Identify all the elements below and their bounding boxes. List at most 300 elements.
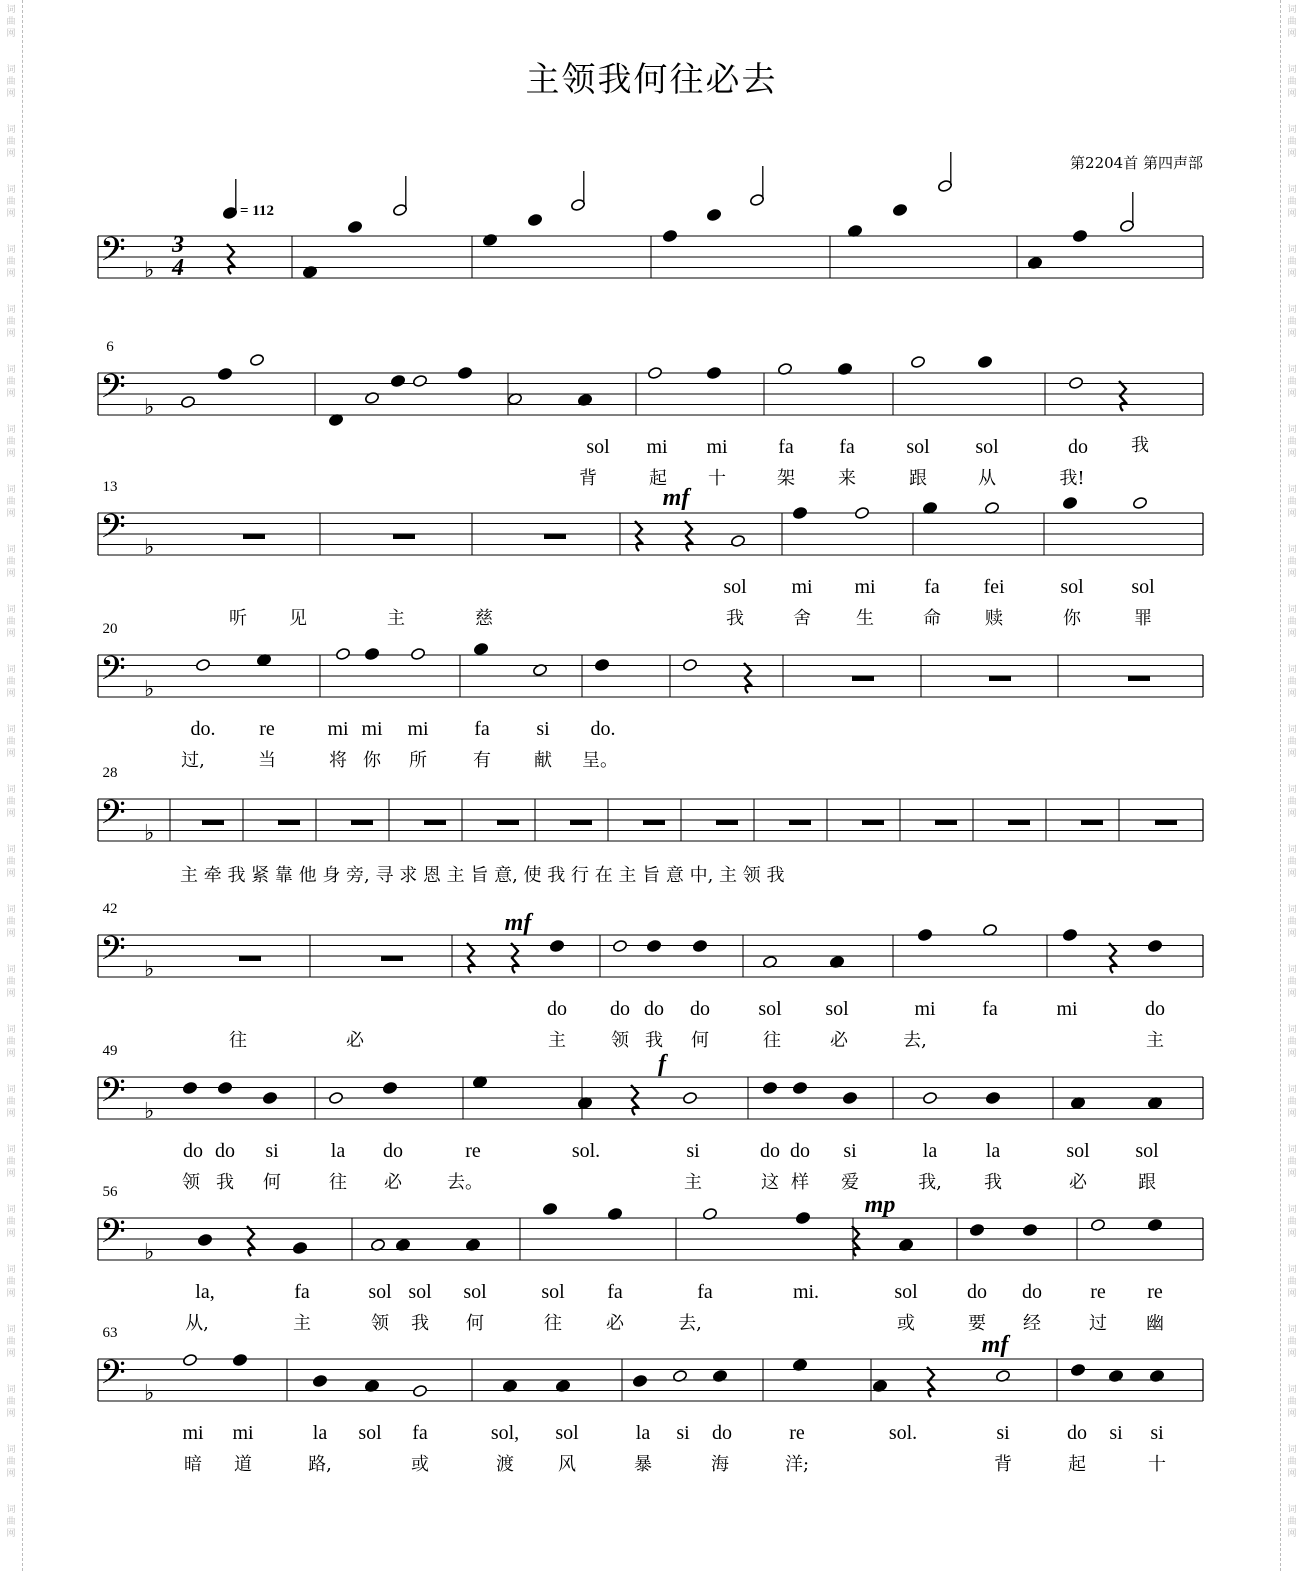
watermark-char: 曲	[1287, 1517, 1297, 1527]
lyric-syllable: 领	[611, 1030, 629, 1051]
solfege-syllable: si	[1150, 1422, 1164, 1444]
flat-icon: ♭	[144, 821, 155, 846]
solfege-syllable: re	[465, 1140, 481, 1162]
solfege-syllable: sol	[408, 1281, 432, 1303]
watermark-char: 曲	[6, 1217, 16, 1227]
lyric-syllable: 从	[978, 468, 996, 489]
watermark-char: 曲	[6, 737, 16, 747]
note-head	[382, 1081, 397, 1094]
lyric-syllable: 我	[1131, 435, 1149, 456]
note-head	[646, 939, 661, 952]
solfege-syllable: sol.	[888, 1422, 918, 1444]
solfege-syllable: si	[265, 1140, 279, 1162]
note-head	[1132, 496, 1147, 509]
note-head	[607, 1207, 622, 1220]
note-head	[249, 353, 264, 366]
watermark-char: 曲	[6, 617, 16, 627]
watermark-char: 网	[1287, 869, 1297, 879]
note-head	[412, 374, 427, 387]
watermark-char: 曲	[6, 377, 16, 387]
solfege-syllable: do	[610, 998, 630, 1020]
watermark-char: 词	[1287, 365, 1297, 375]
lyric-syllable: 何	[263, 1172, 281, 1193]
watermark-char: 网	[6, 209, 16, 219]
lyric-syllable: 背	[994, 1454, 1012, 1475]
note-head	[312, 1374, 327, 1387]
lyric-syllable: 所	[409, 750, 427, 771]
lyric-syllable: 经	[1023, 1313, 1041, 1334]
lyric-syllable: 或	[897, 1313, 915, 1334]
solfege-syllable: sol.	[571, 1140, 601, 1162]
lyric-syllable: 十	[1148, 1454, 1166, 1475]
watermark-char: 词	[6, 1085, 16, 1095]
solfege-syllable: do	[1145, 998, 1165, 1020]
lyric-syllable: 从,	[185, 1313, 209, 1334]
watermark-char: 词	[6, 485, 16, 495]
watermark-char: 曲	[6, 497, 16, 507]
quarter-rest-icon	[744, 663, 752, 693]
watermark-char: 词	[1287, 125, 1297, 135]
note-head	[542, 1202, 557, 1215]
solfege-syllable: si	[1109, 1422, 1123, 1444]
lyric-syllable: 必	[1069, 1172, 1087, 1193]
note-head	[1090, 1218, 1105, 1231]
note-head	[364, 391, 379, 404]
lyric-syllable: 跟	[909, 468, 927, 489]
solfege-syllable: mi	[232, 1422, 254, 1444]
lyric-syllable: 命	[923, 608, 941, 629]
watermark-char: 网	[6, 1409, 16, 1419]
note-head	[473, 642, 488, 655]
lyric-syllable: 我	[645, 1030, 663, 1051]
watermark-char: 词	[6, 545, 16, 555]
lyric-syllable: 主	[293, 1313, 311, 1334]
solfege-syllable: la	[330, 1140, 346, 1162]
lyric-syllable: 风	[558, 1454, 576, 1475]
measure-number: 6	[106, 339, 114, 355]
note-head	[1149, 1369, 1164, 1382]
half-rest-icon	[278, 820, 300, 825]
solfege-syllable: do	[183, 1140, 203, 1162]
lyric-syllable: 主	[548, 1030, 566, 1051]
note-head	[390, 374, 405, 387]
half-rest-icon	[862, 820, 884, 825]
lyric-syllable: 海	[711, 1454, 729, 1475]
solfege-syllable: fa	[982, 998, 998, 1020]
lyric-syllable: 暴	[634, 1454, 652, 1475]
lyric-line: 主 牵 我 紧 靠 他 身 旁, 寻 求 恩 主 旨 意, 使 我 行 在 主 旨 意 中, 主 领 我	[180, 865, 785, 886]
watermark-char: 曲	[1287, 257, 1297, 267]
watermark-char: 词	[1287, 1145, 1297, 1155]
watermark-char: 曲	[1287, 1397, 1297, 1407]
watermark-char: 网	[6, 569, 16, 579]
note-head	[482, 233, 497, 246]
solfege-syllable: fei	[983, 576, 1005, 598]
lyric-syllable: 罪	[1134, 608, 1152, 629]
page-title: 主领我何往必去	[525, 60, 778, 100]
solfege-syllable: mi	[327, 718, 349, 740]
watermark-char: 词	[1287, 1085, 1297, 1095]
lyric-syllable: 主	[684, 1172, 702, 1193]
watermark-char: 网	[1287, 89, 1297, 99]
solfege-syllable: fa	[294, 1281, 310, 1303]
watermark-char: 曲	[1287, 1457, 1297, 1467]
lyric-syllable: 我	[984, 1172, 1002, 1193]
lyric-syllable: 爱	[841, 1172, 859, 1193]
solfege-syllable: re	[1147, 1281, 1163, 1303]
watermark-char: 词	[6, 5, 16, 15]
note-head	[182, 1353, 197, 1366]
solfege-syllable: do	[383, 1140, 403, 1162]
watermark-char: 曲	[1287, 737, 1297, 747]
lyric-syllable: 主	[387, 608, 405, 629]
watermark-char: 词	[1287, 1205, 1297, 1215]
watermark-char: 词	[1287, 785, 1297, 795]
note-head	[792, 506, 807, 519]
watermark-char: 词	[1287, 5, 1297, 15]
measure-number: 56	[102, 1184, 118, 1200]
quarter-rest-icon	[685, 521, 693, 551]
watermark-char: 词	[6, 1325, 16, 1335]
lyric-syllable: 来	[838, 468, 856, 489]
watermark-char: 曲	[1287, 437, 1297, 447]
solfege-syllable: sol	[906, 436, 930, 458]
bass-clef-icon: 𝄢	[100, 650, 126, 696]
watermark-char: 词	[1287, 185, 1297, 195]
solfege-syllable: re	[259, 718, 275, 740]
watermark-char: 网	[6, 1349, 16, 1359]
watermark-char: 曲	[1287, 1157, 1297, 1167]
lyric-syllable: 我!	[1059, 468, 1085, 489]
note-head	[1062, 928, 1077, 941]
watermark-char: 网	[6, 869, 16, 879]
note-head	[217, 1081, 232, 1094]
quarter-rest-icon	[635, 521, 643, 551]
watermark-char: 网	[1287, 389, 1297, 399]
solfege-syllable: si	[843, 1140, 857, 1162]
lyric-syllable: 领	[371, 1313, 389, 1334]
lyric-syllable: 生	[856, 608, 874, 629]
watermark-char: 网	[6, 509, 16, 519]
watermark-char: 词	[6, 845, 16, 855]
note-head	[195, 658, 210, 671]
watermark-char: 曲	[6, 257, 16, 267]
note-head	[682, 658, 697, 671]
watermark-char: 曲	[6, 797, 16, 807]
lyric-syllable: 舍	[793, 608, 811, 629]
watermark-char: 曲	[1287, 1277, 1297, 1287]
lyric-syllable: 呈。	[582, 750, 618, 771]
half-rest-icon	[239, 956, 261, 961]
quarter-rest-icon	[227, 244, 235, 274]
time-signature-bottom: 4	[172, 255, 184, 281]
solfege-syllable: mi	[1056, 998, 1078, 1020]
solfege-syllable: do	[690, 998, 710, 1020]
note-head	[549, 939, 564, 952]
watermark-char: 网	[1287, 509, 1297, 519]
solfege-syllable: si	[996, 1422, 1010, 1444]
half-rest-icon	[789, 820, 811, 825]
watermark-char: 曲	[1287, 197, 1297, 207]
watermark-char: 曲	[6, 857, 16, 867]
dynamic-marking: mf	[981, 1332, 1009, 1358]
note-head	[762, 1081, 777, 1094]
note-head	[995, 1369, 1010, 1382]
watermark-char: 词	[6, 1145, 16, 1155]
half-rest-icon	[989, 676, 1011, 681]
watermark-char: 网	[1287, 1049, 1297, 1059]
note-head	[262, 1091, 277, 1104]
dynamic-marking: mf	[662, 485, 690, 511]
watermark-char: 网	[6, 1229, 16, 1239]
watermark-char: 词	[6, 965, 16, 975]
lyric-syllable: 主	[1146, 1030, 1164, 1051]
lyric-syllable: 跟	[1138, 1172, 1156, 1193]
lyric-syllable: 往	[229, 1030, 247, 1051]
watermark-char: 词	[6, 1265, 16, 1275]
lyric-syllable: 何	[466, 1313, 484, 1334]
solfege-syllable: fa	[924, 576, 940, 598]
watermark-char: 词	[1287, 1265, 1297, 1275]
lyric-syllable: 我	[216, 1172, 234, 1193]
note-head	[985, 1091, 1000, 1104]
solfege-syllable: do	[760, 1140, 780, 1162]
lyric-syllable: 慈	[475, 608, 493, 629]
flat-icon: ♭	[144, 1240, 155, 1265]
quarter-rest-icon	[247, 1226, 255, 1256]
lyric-syllable: 赎	[985, 608, 1003, 629]
note-head	[672, 1369, 687, 1382]
watermark-char: 词	[1287, 605, 1297, 615]
half-rest-icon	[1008, 820, 1030, 825]
note-head	[712, 1369, 727, 1382]
watermark-char: 网	[1287, 1529, 1297, 1539]
lyric-syllable: 往	[544, 1313, 562, 1334]
note-head	[1108, 1369, 1123, 1382]
solfege-syllable: sol	[975, 436, 999, 458]
watermark-char: 词	[1287, 1025, 1297, 1035]
solfege-syllable: sol	[1066, 1140, 1090, 1162]
measure-number: 28	[102, 765, 118, 781]
note-head	[792, 1081, 807, 1094]
half-rest-icon	[570, 820, 592, 825]
half-rest-icon	[202, 820, 224, 825]
half-rest-icon	[935, 820, 957, 825]
lyric-syllable: 听	[229, 608, 247, 629]
watermark-char: 词	[6, 1505, 16, 1515]
note-head	[730, 534, 745, 547]
solfege-syllable: fa	[412, 1422, 428, 1444]
watermark-char: 曲	[1287, 617, 1297, 627]
lyric-syllable: 我,	[918, 1172, 942, 1193]
watermark-char: 曲	[1287, 1037, 1297, 1047]
flat-icon: ♭	[144, 1099, 155, 1124]
watermark-char: 网	[1287, 1109, 1297, 1119]
note-head	[777, 362, 792, 375]
bass-clef-icon: 𝄢	[100, 368, 126, 414]
solfege-syllable: sol	[368, 1281, 392, 1303]
solfege-syllable: sol	[1135, 1140, 1159, 1162]
solfege-syllable: si	[676, 1422, 690, 1444]
watermark-char: 曲	[6, 1097, 16, 1107]
note-head	[632, 1374, 647, 1387]
watermark-char: 词	[1287, 1445, 1297, 1455]
watermark-char: 曲	[6, 677, 16, 687]
note-head	[180, 395, 195, 408]
watermark-char: 曲	[6, 977, 16, 987]
watermark-char: 网	[6, 629, 16, 639]
lyric-syllable: 你	[1063, 608, 1081, 629]
note-head	[706, 366, 721, 379]
dynamic-marking: f	[658, 1051, 666, 1077]
watermark-char: 网	[6, 809, 16, 819]
solfege-syllable: mi	[854, 576, 876, 598]
lyric-syllable: 过,	[181, 750, 205, 771]
watermark-char: 词	[1287, 965, 1297, 975]
lyric-syllable: 这	[761, 1172, 779, 1193]
lyric-syllable: 去,	[903, 1030, 927, 1051]
note-head	[892, 203, 907, 216]
watermark-char: 网	[6, 329, 16, 339]
note-head	[842, 1091, 857, 1104]
solfege-syllable: do	[790, 1140, 810, 1162]
bass-clef-icon: 𝄢	[100, 1354, 126, 1400]
watermark-char: 网	[1287, 209, 1297, 219]
watermark-char: 词	[1287, 485, 1297, 495]
watermark-char: 词	[6, 1385, 16, 1395]
watermark-char: 词	[6, 1445, 16, 1455]
watermark-char: 曲	[6, 1337, 16, 1347]
bass-clef-icon: 𝄢	[100, 508, 126, 554]
quarter-rest-icon	[927, 1367, 935, 1397]
lyric-syllable: 献	[534, 750, 552, 771]
lyric-syllable: 何	[691, 1030, 709, 1051]
watermark-char: 曲	[1287, 317, 1297, 327]
watermark-char: 词	[1287, 65, 1297, 75]
solfege-syllable: si	[686, 1140, 700, 1162]
solfege-syllable: fa	[474, 718, 490, 740]
watermark-char: 曲	[6, 197, 16, 207]
watermark-char: 词	[1287, 1325, 1297, 1335]
note-head	[1062, 496, 1077, 509]
note-head	[1147, 939, 1162, 952]
watermark-char: 词	[6, 725, 16, 735]
watermark-char: 网	[1287, 1169, 1297, 1179]
watermark-char: 曲	[6, 1037, 16, 1047]
solfege-syllable: la	[635, 1422, 651, 1444]
bass-clef-icon: 𝄢	[100, 1213, 126, 1259]
watermark-char: 曲	[6, 1457, 16, 1467]
watermark-char: 网	[1287, 1289, 1297, 1299]
solfege-syllable: sol	[541, 1281, 565, 1303]
note-head	[328, 1091, 343, 1104]
half-rest-icon	[1081, 820, 1103, 825]
measure-number: 49	[102, 1043, 118, 1059]
solfege-syllable: mi	[182, 1422, 204, 1444]
watermark-char: 网	[6, 449, 16, 459]
note-head	[837, 362, 852, 375]
watermark-char: 曲	[6, 557, 16, 567]
watermark-char: 词	[1287, 1385, 1297, 1395]
solfege-syllable: sol	[1131, 576, 1155, 598]
watermark-char: 词	[6, 185, 16, 195]
watermark-char: 曲	[6, 1277, 16, 1287]
watermark-char: 网	[1287, 749, 1297, 759]
solfege-syllable: sol	[723, 576, 747, 598]
solfege-syllable: mi	[361, 718, 383, 740]
watermark-char: 词	[6, 1205, 16, 1215]
solfege-syllable: do.	[590, 718, 616, 740]
watermark-char: 网	[6, 269, 16, 279]
lyric-syllable: 十	[708, 468, 726, 489]
solfege-syllable: do	[712, 1422, 732, 1444]
note-head	[197, 1233, 212, 1246]
note-head	[1070, 1363, 1085, 1376]
watermark-char: 网	[1287, 1349, 1297, 1359]
watermark-char: 词	[1287, 1505, 1297, 1515]
note-head	[910, 355, 925, 368]
watermark-char: 曲	[6, 77, 16, 87]
lyric-syllable: 幽	[1146, 1313, 1164, 1334]
lyric-syllable: 去。	[447, 1172, 483, 1193]
note-head	[1068, 376, 1083, 389]
note-head	[292, 1241, 307, 1254]
solfege-syllable: re	[1090, 1281, 1106, 1303]
watermark-char: 网	[6, 389, 16, 399]
quarter-rest-icon	[467, 943, 475, 973]
watermark-char: 网	[6, 29, 16, 39]
lyric-syllable: 必	[830, 1030, 848, 1051]
watermark-char: 网	[6, 1289, 16, 1299]
solfege-syllable: do	[967, 1281, 987, 1303]
watermark-char: 网	[6, 1469, 16, 1479]
watermark-char: 词	[1287, 665, 1297, 675]
half-rest-icon	[1155, 820, 1177, 825]
solfege-syllable: fa	[697, 1281, 713, 1303]
watermark-char: 网	[1287, 929, 1297, 939]
lyric-syllable: 去,	[678, 1313, 702, 1334]
note-head	[692, 939, 707, 952]
note-head	[795, 1211, 810, 1224]
half-rest-icon	[381, 956, 403, 961]
solfege-syllable: sol	[894, 1281, 918, 1303]
lyric-syllable: 往	[329, 1172, 347, 1193]
watermark-char: 曲	[6, 317, 16, 327]
watermark-char: 词	[1287, 425, 1297, 435]
watermark-char: 网	[6, 1529, 16, 1539]
flat-icon: ♭	[144, 535, 155, 560]
note-head	[364, 647, 379, 660]
watermark-char: 词	[6, 365, 16, 375]
solfege-syllable: la	[312, 1422, 328, 1444]
solfege-syllable: fa	[607, 1281, 623, 1303]
watermark-char: 曲	[1287, 77, 1297, 87]
note-head	[854, 506, 869, 519]
solfege-syllable: mi	[914, 998, 936, 1020]
note-head	[457, 366, 472, 379]
solfege-syllable: do	[1022, 1281, 1042, 1303]
solfege-syllable: sol	[825, 998, 849, 1020]
note-head	[1147, 1218, 1162, 1231]
solfege-syllable: sol	[758, 998, 782, 1020]
watermark-char: 曲	[6, 1517, 16, 1527]
watermark-char: 网	[6, 149, 16, 159]
lyric-syllable: 路,	[308, 1454, 332, 1475]
hymn-number: 第2204首 第四声部	[1070, 154, 1203, 172]
watermark-char: 网	[1287, 329, 1297, 339]
note-head	[217, 367, 232, 380]
note-head	[612, 939, 627, 952]
